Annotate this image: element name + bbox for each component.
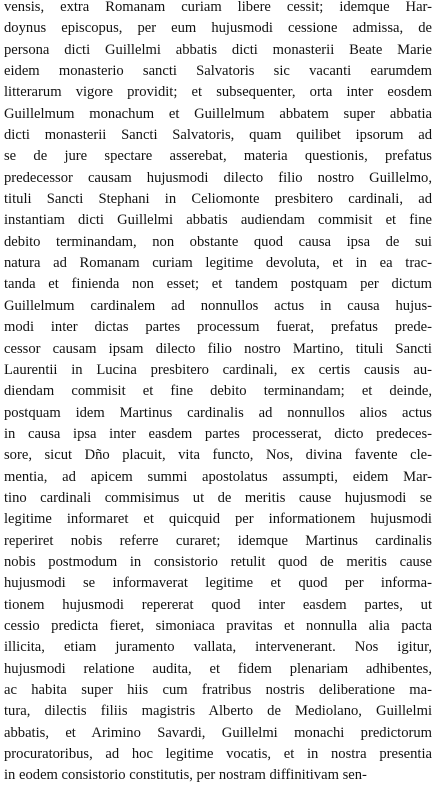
text-line: sore, sicut Dño placuit, vita functo, Nos, divina favente cle-: [4, 447, 432, 464]
text-line: cessio predicta fieret, simoniaca pravitas et nonnulla alia pacta: [4, 617, 432, 634]
text-line: abbatis, et Arimino Savardi, Guillelmi monachi predictorum: [4, 724, 432, 741]
text-line: procuratoribus, ad hoc legitime vocatis, et in nostra presentia: [4, 746, 432, 763]
text-line: in eodem consistorio constitutis, per nostram diffinitivam sen-: [4, 767, 367, 784]
text-line: tino cardinali commisimus ut de meritis cause hujusmodi se: [4, 489, 432, 506]
text-line: in causa ipsa inter easdem partes processerat, dicto predeces-: [4, 425, 432, 442]
text-line: tura, dilectis filiis magistris Alberto de Mediolano, Guillelmi: [4, 703, 432, 720]
text-line: illicita, etiam juramento vallata, intervenerant. Nos igitur,: [4, 639, 432, 656]
text-line: tituli Sancti Stephani in Celiomonte presbitero cardinali, ad: [4, 191, 432, 208]
text-line: dicti monasterii Sancti Salvatoris, quam quilibet ipsorum ad: [4, 127, 432, 144]
text-line: predecessor causam hujusmodi dilecto filio nostro Guillelmo,: [4, 169, 432, 186]
text-line: Guillelmum monachum et Guillelmum abbatem super abbatia: [4, 105, 432, 122]
text-line: modi inter dictas partes processum fuerat, prefatus prede-: [4, 319, 432, 336]
text-line: debito terminandam, non obstante quod causa ipsa de sui: [4, 233, 432, 250]
document-page: [4, 0, 432, 784]
text-line: legitime informaret et quicquid per informationem hujusmodi: [4, 511, 432, 528]
text-line: persona dicti Guillelmi abbatis dicti monasterii Beate Marie: [4, 41, 432, 58]
text-line: cessor causam ipsam dilecto filio nostro Martino, tituli Sancti: [4, 340, 432, 357]
text-line: hujusmodi relatione audita, et fidem plenariam adhibentes,: [4, 660, 432, 677]
text-line: tanda et finienda non esset; et tandem postquam per dictum: [4, 276, 432, 293]
text-line: diendam commisit et fine debito terminandam; et deinde,: [4, 383, 432, 400]
text-line: hujusmodi se informaverat legitime et quod per informa-: [4, 575, 432, 592]
text-line: natura ad Romanam curiam legitime devoluta, et in ea trac-: [4, 255, 432, 272]
text-line: litterarum vigore providit; et subsequenter, orta inter eosdem: [4, 84, 432, 101]
text-line: doynus episcopus, per eum hujusmodi cessione admissa, de: [4, 20, 432, 37]
text-line: se de jure spectare asserebat, materia questionis, prefatus: [4, 148, 432, 165]
text-line: reperiret nobis referre curaret; idemque Martinus cardinalis: [4, 532, 432, 549]
text-line: instantiam dicti Guillelmi abbatis audiendam commisit et fine: [4, 212, 432, 229]
text-line: nobis postmodum in consistorio retulit quod de meritis cause: [4, 553, 432, 570]
text-line: postquam idem Martinus cardinalis ad nonnullos alios actus: [4, 404, 432, 421]
text-line: mentia, ad apicem summi apostolatus assumpti, eidem Mar-: [4, 468, 432, 485]
text-line: vensis, extra Romanam curiam libere cessit; idemque Har-: [4, 0, 432, 15]
text-line: eidem monasterio sancti Salvatoris sic vacanti earumdem: [4, 63, 432, 80]
text-line: Guillelmum cardinalem ad nonnullos actus in causa hujus-: [4, 297, 432, 314]
text-line: Laurentii in Lucina presbitero cardinali, ex certis causis au-: [4, 361, 432, 378]
text-line: ac habita super hiis cum fratribus nostris deliberatione ma-: [4, 682, 432, 698]
text-line: tionem hujusmodi repererat quod inter easdem partes, ut: [4, 596, 432, 613]
